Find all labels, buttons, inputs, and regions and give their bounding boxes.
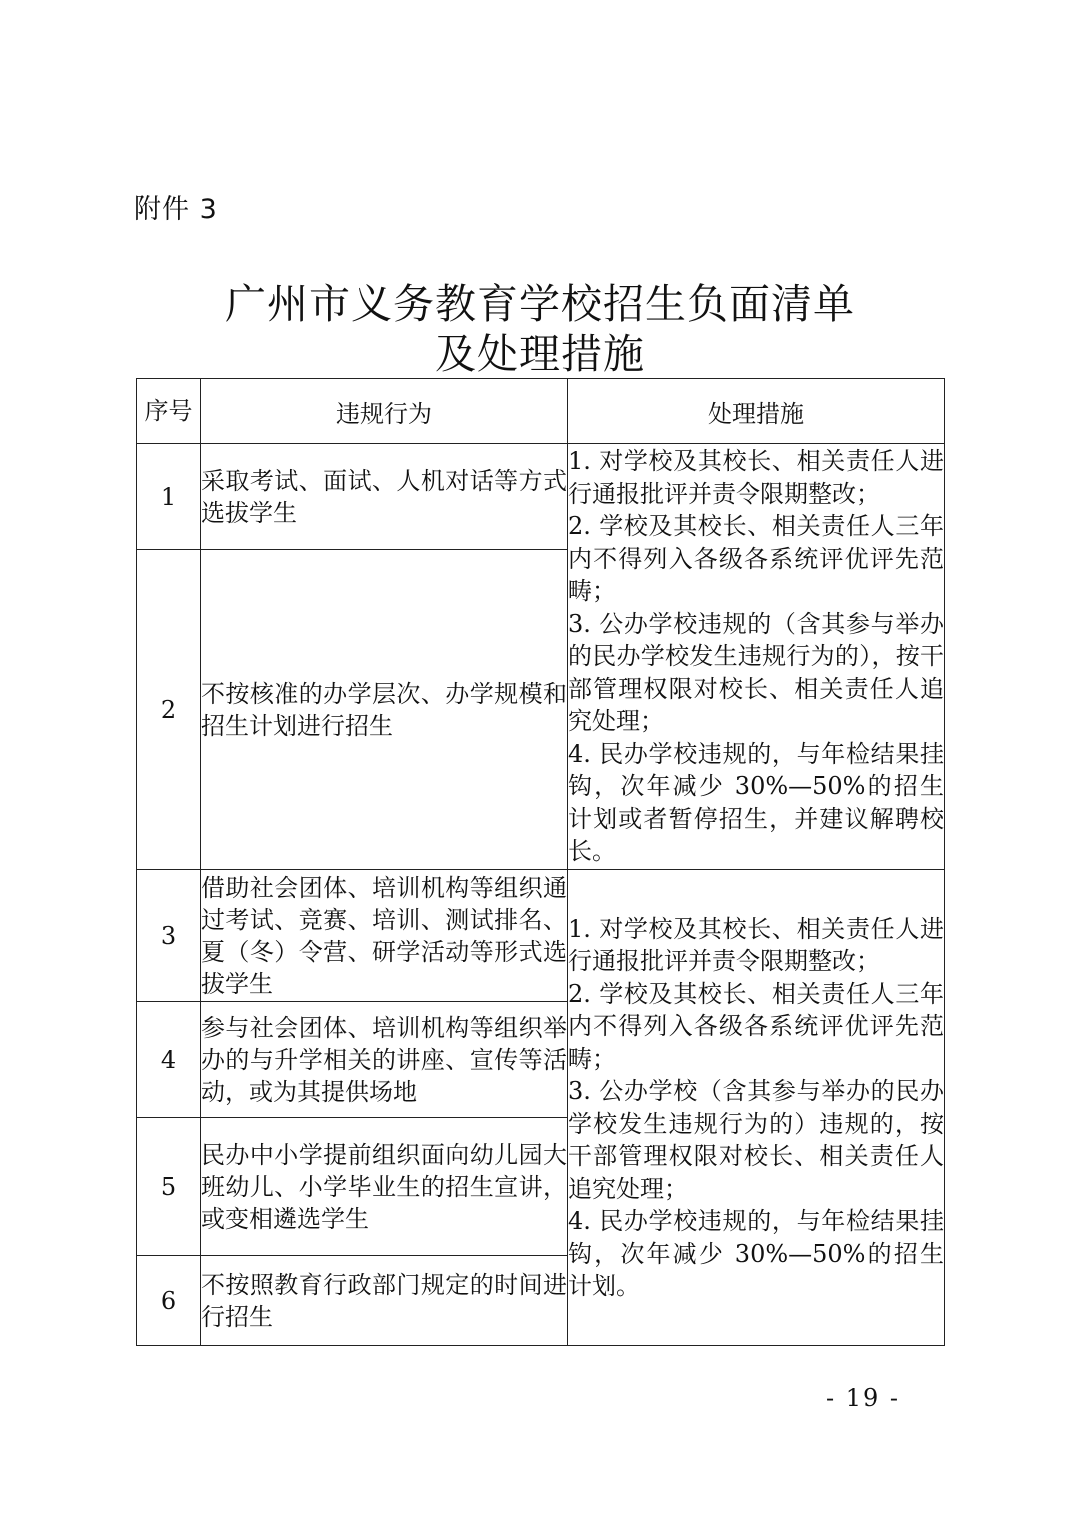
document-title-line-1: 广州市义务教育学校招生负面清单 <box>225 280 855 328</box>
row-seq: 5 <box>137 1118 201 1256</box>
negative-list-table <box>136 378 945 1346</box>
row-seq: 1 <box>137 444 201 550</box>
measure-item: 4. 民办学校违规的，与年检结果挂钩，次年减少 30%—50%的招生计划。 <box>568 1207 944 1300</box>
header-measures: 处理措施 <box>568 379 945 444</box>
measure-item: 3. 公办学校（含其参与举办的民办学校发生违规行为的）违规的，按干部管理权限对校长、相关责任人追究处理； <box>568 1077 944 1203</box>
measure-item: 2. 学校及其校长、相关责任人三年内不得列入各级各系统评优评先范畴； <box>568 512 944 606</box>
measure-item: 1. 对学校及其校长、相关责任人进行通报批评并责令限期整改； <box>568 447 944 508</box>
row-violation: 采取考试、面试、人机对话等方式选拔学生 <box>201 444 568 550</box>
row-violation: 借助社会团体、培训机构等组织通过考试、竞赛、培训、测试排名、夏（冬）令营、研学活动等形式选拔学生 <box>201 870 568 1002</box>
measure-item: 2. 学校及其校长、相关责任人三年内不得列入各级各系统评优评先范畴； <box>568 979 944 1073</box>
attachment-label: 附件 3 <box>134 194 218 225</box>
header-seq: 序号 <box>137 379 201 444</box>
row-violation: 民办中小学提前组织面向幼儿园大班幼儿、小学毕业生的招生宣讲，或变相遴选学生 <box>201 1118 568 1256</box>
row-violation: 不按照教育行政部门规定的时间进行招生 <box>201 1256 568 1346</box>
measures-group-2 <box>568 870 945 1346</box>
row-seq: 6 <box>137 1256 201 1346</box>
measure-item: 1. 对学校及其校长、相关责任人进行通报批评并责令限期整改； <box>568 914 944 975</box>
measure-item: 3. 公办学校违规的（含其参与举办的民办学校发生违规行为的），按干部管理权限对校长、相关责任人追究处理； <box>568 609 944 736</box>
row-violation: 不按核准的办学层次、办学规模和招生计划进行招生 <box>201 550 568 870</box>
page-number: - 19 - <box>826 1384 901 1412</box>
row-seq: 2 <box>137 550 201 870</box>
row-seq: 3 <box>137 870 201 1002</box>
table-row <box>137 444 945 550</box>
table-row <box>137 870 945 1002</box>
row-seq: 4 <box>137 1002 201 1118</box>
document-title-line-2: 及处理措施 <box>435 330 645 378</box>
header-violation: 违规行为 <box>201 379 568 444</box>
row-violation: 参与社会团体、培训机构等组织举办的与升学相关的讲座、宣传等活动，或为其提供场地 <box>201 1002 568 1118</box>
measure-item: 4. 民办学校违规的，与年检结果挂钩，次年减少 30%—50%的招生计划或者暂停招生，并建议解聘校长。 <box>568 739 944 866</box>
measures-group-1 <box>568 444 945 870</box>
table-header-row <box>137 379 945 444</box>
